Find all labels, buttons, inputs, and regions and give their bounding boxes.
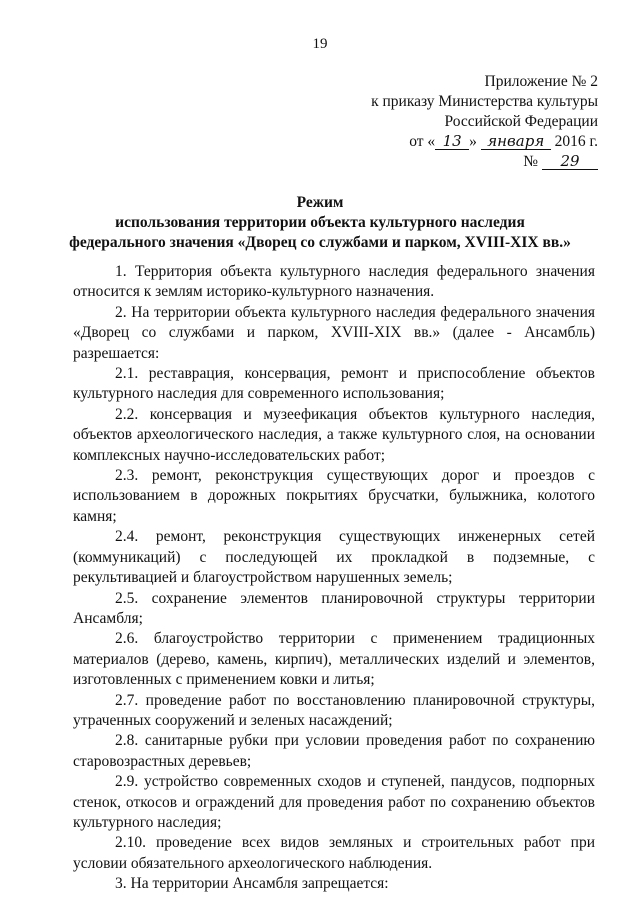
paragraph-3: 3. На территории Ансамбля запрещается: [115,875,389,893]
paragraph-2-10: 2.10. проведение всех видов земляных и строительных работ при условии обязательного археологического наблюдения. [73,834,595,872]
paragraph-2-8: 2.8. санитарные рубки при условии проведения работ по сохранению старовозрастных деревьев; [73,732,595,770]
date-day-handwritten: 13 [435,133,469,150]
paragraph-2-6: 2.6. благоустройство территории с применением традиционных материалов (дерево, камень, кирпич), металлических изделий и элементов, изготовленных с применением ковки и литья; [73,630,595,689]
paragraph-2-9: 2.9. устройство современных сходов и ступеней, пандусов, подпорных стенок, откосов и ограждений для проведения работ по сохранению объектов культурного наследия; [73,773,595,831]
document-title [0,193,640,253]
appendix-header [371,72,598,172]
appendix-ministry: Российской Федерации [444,113,598,130]
appendix-number [371,152,598,172]
paragraph-2-5: 2.5. сохранение элементов планировочной структуры территории Ансамбля; [73,589,595,627]
date-prefix: от « [409,133,436,150]
date-year: 2016 г. [554,133,598,150]
document-body [73,262,595,895]
paragraph-2-3: 2.3. ремонт, реконструкция существующих дорог и проездов с использованием в дорожных покрытиях брусчатки, булыжника, колотого камня; [73,467,595,525]
title-line-3: федерального значения «Дворец со службами и парком, XVIII-XIX вв.» [69,234,571,251]
appendix-label: Приложение № 2 [484,73,598,90]
paragraph-1: 1. Территория объекта культурного наследия федерального значения относится к землям историко-культурного назначения. [73,263,595,301]
title-line-1: Режим [296,194,344,211]
date-mid: » [469,133,477,150]
paragraph-2-7: 2.7. проведение работ по восстановлению планировочной структуры, утраченных сооружений и зеленых насаждений; [73,691,595,729]
paragraph-2-2: 2.2. консервация и музеефикация объектов культурного наследия, объектов археологического наследия, а также культурного слоя, на основании комплексных научно-исследовательских работ; [73,405,595,464]
paragraph-2-1: 2.1. реставрация, консервация, ремонт и приспособление объектов культурного наследия для современного использования; [73,365,595,403]
page-number: 19 [312,36,328,52]
date-month-handwritten: января [481,133,551,150]
paragraph-2-4: 2.4. ремонт, реконструкция существующих инженерных сетей (коммуникаций) с последующей их прокладкой в подземные, с рекультивацией и благоустройством нарушенных земель; [73,528,595,587]
appendix-date [371,132,598,152]
title-line-2: использования территории объекта культурного наследия [115,214,525,231]
appendix-order-ref: к приказу Министерства культуры [371,93,598,110]
number-handwritten: 29 [542,153,598,170]
number-prefix: № [523,153,538,170]
paragraph-2: 2. На территории объекта культурного наследия федерального значения «Дворец со службами и парком, XVIII-XIX вв.» (далее - Ансамбль) разрешается: [73,303,595,362]
